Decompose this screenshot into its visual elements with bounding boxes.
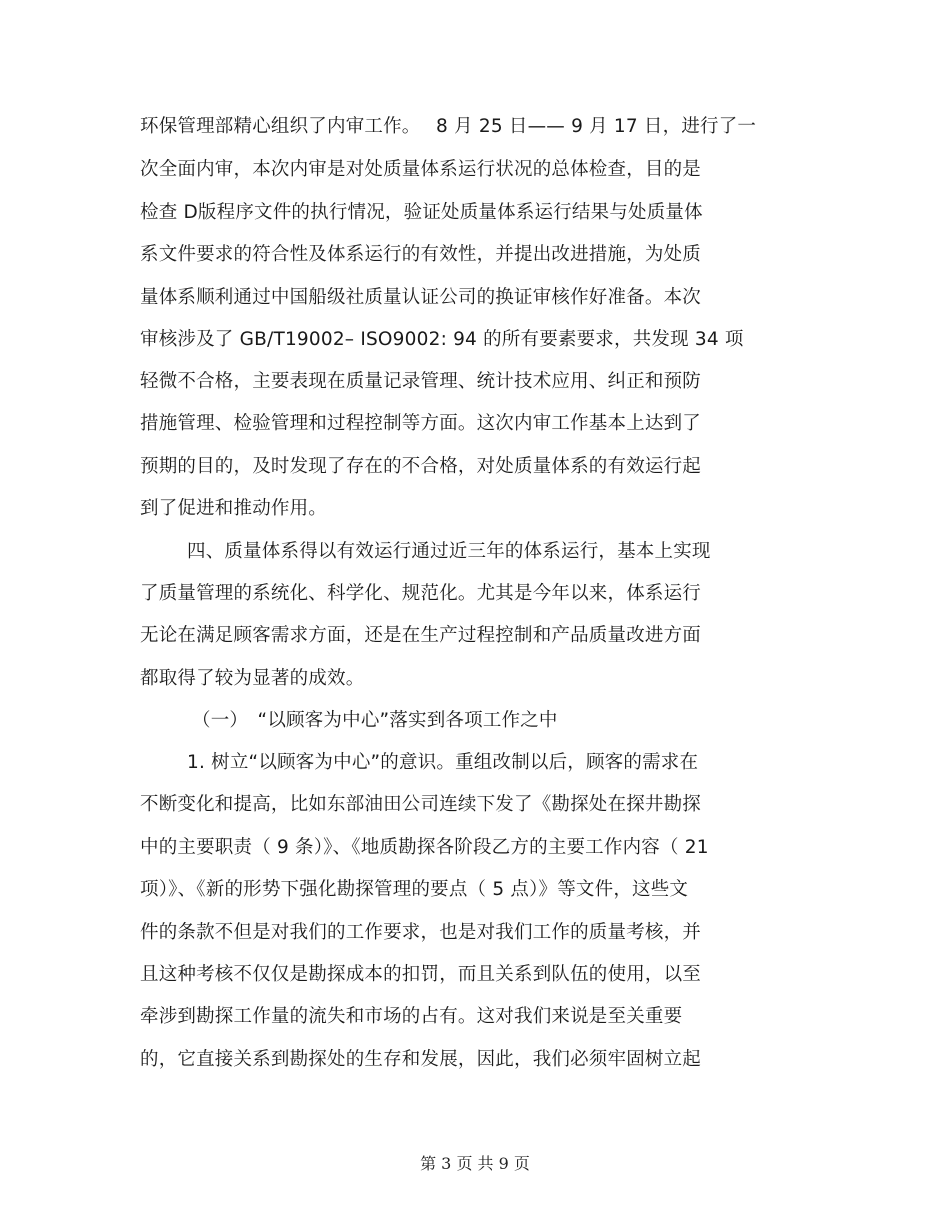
text-line: 环保管理部精心组织了内审工作。 8 月 25 日—— 9 月 17 日，进行了一 xyxy=(140,116,757,137)
text-line: 都取得了较为显著的成效。 xyxy=(140,668,365,689)
text-line: 的，它直接关系到勘探处的生存和发展，因此，我们必须牢固树立起 xyxy=(140,1049,702,1070)
section-four-line: 四、质量体系得以有效运行通过近三年的体系运行，基本上实现 xyxy=(187,541,711,562)
text-line: 且这种考核不仅仅是勘探成本的扣罚，而且关系到队伍的使用，以至 xyxy=(140,964,702,985)
text-line: 次全面内审，本次内审是对处质量体系运行状况的总体检查，目的是 xyxy=(140,159,702,180)
text-line: 系文件要求的符合性及体系运行的有效性，并提出改进措施，为处质 xyxy=(140,244,702,265)
page-footer: 第 3 页 共 9 页 xyxy=(420,1154,530,1173)
text-line: 了质量管理的系统化、科学化、规范化。尤其是今年以来，体系运行 xyxy=(140,583,702,604)
text-line: 预期的目的，及时发现了存在的不合格，对处质量体系的有效运行起 xyxy=(140,456,702,477)
text-line: 检查 D版程序文件的执行情况，验证处质量体系运行结果与处质量体 xyxy=(140,202,703,223)
text-line: 量体系顺利通过中国船级社质量认证公司的换证审核作好准备。本次 xyxy=(140,287,702,308)
text-line: 项）》、《新的形势下强化勘探管理的要点（ 5 点）》等文件，这些文 xyxy=(140,879,689,900)
text-line: 不断变化和提高，比如东部油田公司连续下发了《勘探处在探井勘探 xyxy=(140,794,702,815)
text-line: 牵涉到勘探工作量的流失和市场的占有。这对我们来说是至关重要 xyxy=(140,1006,683,1027)
subsection-heading: （一） “以顾客为中心”落实到各项工作之中 xyxy=(192,710,558,731)
text-line: 审核涉及了 GB/T19002– ISO9002: 94 的所有要素要求，共发现 34 项 xyxy=(140,329,744,350)
text-line: 轻微不合格，主要表现在质量记录管理、统计技术应用、纠正和预防 xyxy=(140,371,702,392)
text-line: 措施管理、检验管理和过程控制等方面。这次内审工作基本上达到了 xyxy=(140,413,702,434)
text-line: 件的条款不但是对我们的工作要求，也是对我们工作的质量考核，并 xyxy=(140,922,702,943)
text-line: 到了促进和推动作用。 xyxy=(140,498,328,519)
text-line: 无论在满足顾客需求方面，还是在生产过程控制和产品质量改进方面 xyxy=(140,625,702,646)
numbered-paragraph-line: 1. 树立“以顾客为中心”的意识。重组改制以后，顾客的需求在 xyxy=(187,752,699,773)
text-line: 中的主要职责（ 9 条）》、《地质勘探各阶段乙方的主要工作内容（ 21 xyxy=(140,837,709,858)
